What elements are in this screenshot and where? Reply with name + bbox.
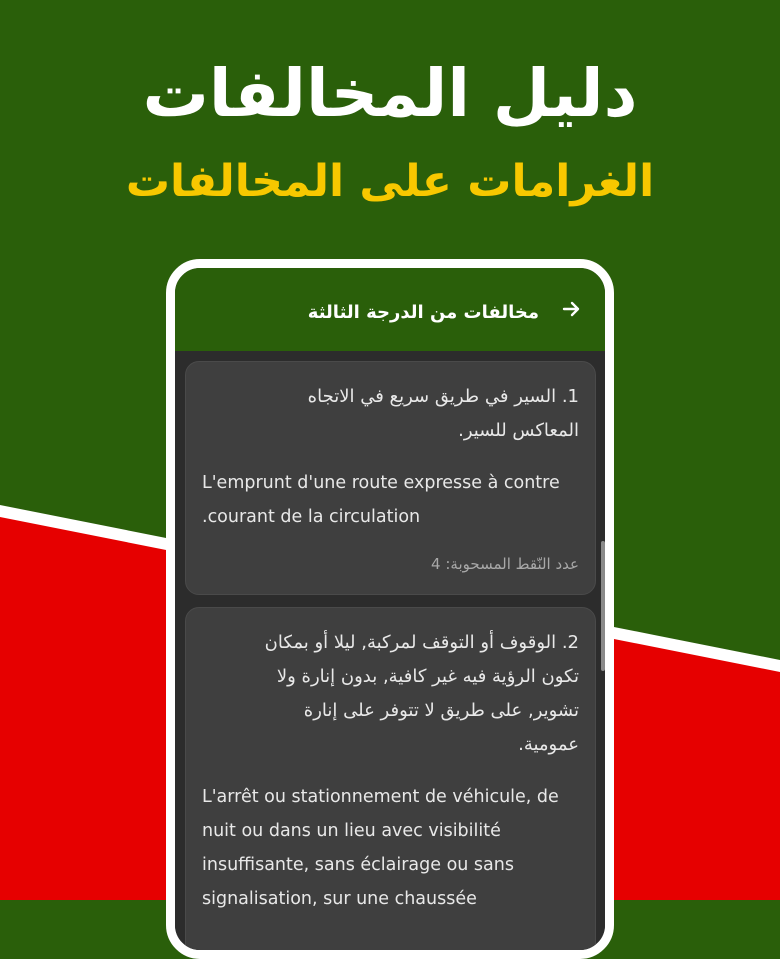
scrollbar[interactable] (601, 541, 605, 671)
violation-card[interactable] (185, 607, 596, 959)
violation-ar-line: تكون الرؤية فيه غير كافية, بدون إنارة ولا (276, 666, 579, 687)
hero-subtitle: الغرامات على المخالفات (125, 156, 655, 207)
violation-fr-line: nuit ou dans un lieu avec visibilité (202, 821, 501, 841)
violation-fr-line: signalisation, sur une chaussée (202, 889, 477, 909)
violation-card[interactable] (185, 361, 596, 595)
violation-fr-line: L'arrêt ou stationnement de véhicule, de (202, 787, 559, 807)
arrow-right-icon[interactable] (559, 297, 583, 321)
violation-ar-line: المعاكس للسير. (458, 420, 579, 441)
points-deducted: عدد النّقط المسحوبة: 4 (431, 555, 579, 573)
violation-ar-line: تشوير, على طريق لا تتوفر على إنارة (303, 700, 579, 721)
hero-title: دليل المخالفات (142, 55, 638, 132)
violation-fr-line: insuffisante, sans éclairage ou sans (202, 855, 514, 875)
violation-fr-line: .courant de la circulation (202, 507, 421, 527)
violation-fr-line: L'emprunt d'une route expresse à contre (202, 473, 560, 493)
app-bar-title: مخالفات من الدرجة الثالثة (307, 302, 539, 323)
phone-frame (166, 259, 614, 959)
app-bar (175, 268, 605, 351)
violation-ar-line: 2. الوقوف أو التوقف لمركبة, ليلا أو بمكان (264, 632, 579, 653)
violations-list[interactable] (175, 351, 605, 950)
violation-ar-line: عمومية. (518, 734, 579, 755)
violation-ar-line: 1. السير في طريق سريع في الاتجاه (307, 386, 579, 407)
